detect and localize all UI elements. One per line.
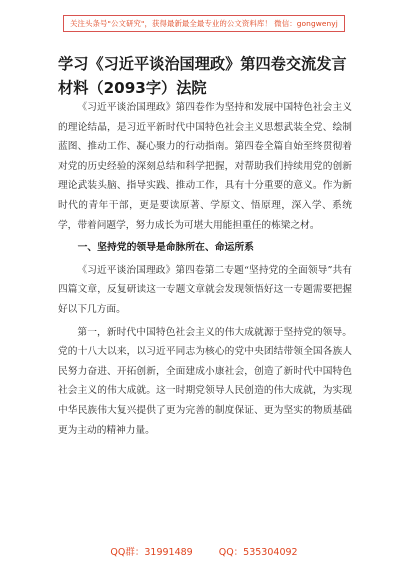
document-body: [58, 98, 352, 443]
qq-group-text: QQ群：31991489: [110, 547, 193, 558]
top-banner: [0, 6, 408, 40]
promo-banner-text: 关注头条号"公文研究"，获得最新最全最专业的公文资料库！ 微信：gongwenyj: [63, 15, 345, 32]
qq-text: QQ：535304092: [218, 547, 298, 558]
intro-paragraph: 《习近平谈治国理政》第四卷作为坚持和发展中国特色社会主义的理论结晶，是习近平新时代中国特色社会主义思想武装全党、绘制蓝图、推动工作、凝心聚力的行动指南。第四卷全篇自始至终贯彻着对党的历史经验的深刻总结和科学把握，对帮助我们持续用党的创新理论武装头脑、指导实践、推动工作，具有十分重要的意义。作为新时代的青年干部，更是要读原著、学原文、悟原理，深入学、系统学，带着问题学，努力成长为可堪大用能担重任的栋梁之材。: [58, 102, 352, 231]
body-paragraph: 《习近平谈治国理政》第四卷第二专题“坚持党的全面领导”共有四篇文章，反复研读这一专题文章就会发现领悟好这一专题需要把握好以下几方面。: [58, 264, 352, 315]
body-paragraph: 第一，新时代中国特色社会主义的伟大成就源于坚持党的领导。党的十八大以来，以习近平同志为核心的党中央团结带领全国各族人民努力奋进、开拓创新，全面建成小康社会，创造了新时代中国特色社会主义的伟大成就。这一时期党领导人民创造的伟大成就，为实现中华民族伟大复兴提供了更为完善的制度保证、更为坚实的物质基础更为主动的精神力量。: [58, 326, 352, 436]
section-heading: 一、坚持党的领导是命脉所在、命运所系: [77, 242, 254, 254]
document-title: 学习《习近平谈治国理政》第四卷交流发言材料（2093字）法院: [58, 55, 347, 97]
footer: [0, 544, 408, 558]
